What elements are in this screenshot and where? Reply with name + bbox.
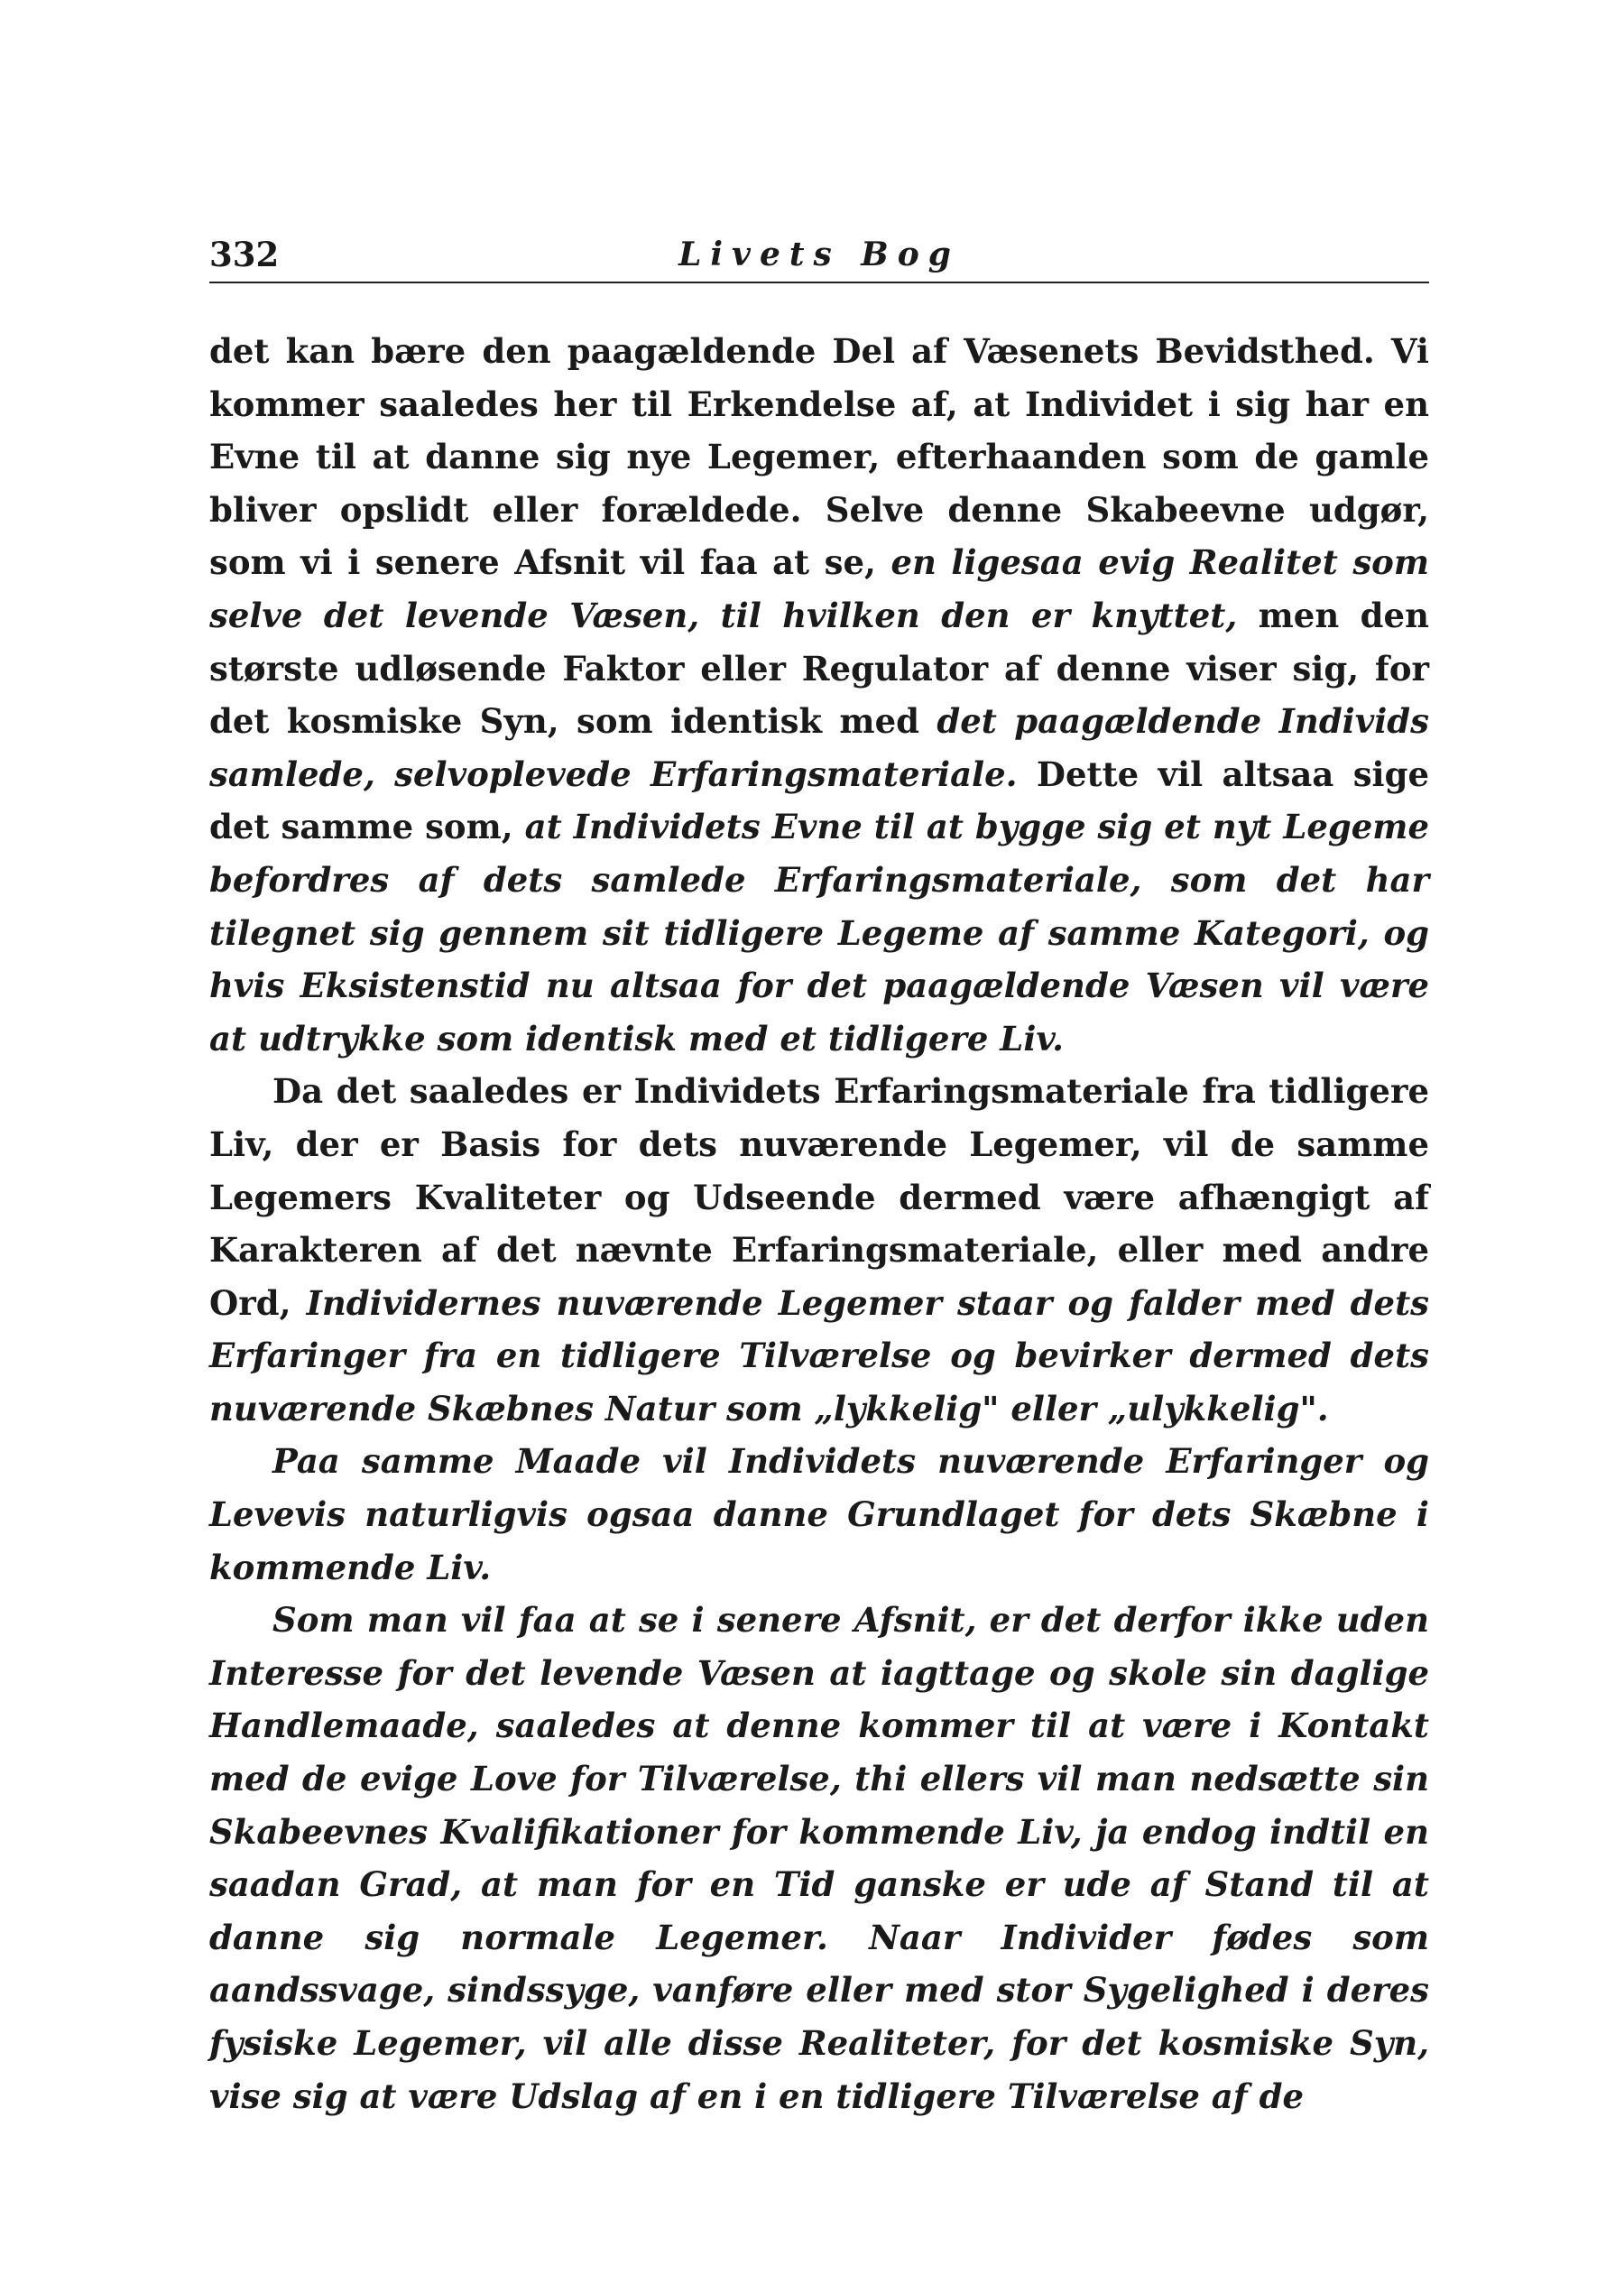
italic-run: det paagældende Individs samlede, selvoplevede Erfaringsmateriale. [209, 701, 1429, 794]
page-header [209, 227, 1429, 283]
paragraph-2 [209, 1065, 1429, 1435]
body-text [209, 325, 1429, 2122]
paragraph-4 [209, 1594, 1429, 2122]
running-title: Livets Bog [678, 236, 960, 273]
paragraph-3 [209, 1435, 1429, 1594]
text-run: Dette vil altsaa sige det samme som, [209, 754, 1430, 847]
text-run: men den største udløsende Faktor eller Regulator af denne viser sig, for det kosmiske Syn, som identisk med [209, 595, 1429, 742]
italic-run: en ligesaa evig Realitet som selve det levende Væsen, til hvilken den er knyttet, [209, 542, 1429, 635]
italic-run: at Individets Evne til at bygge sig et nyt Legeme befordres af dets samlede Erfaringsmateriale, som det har tilegnet sig gennem sit tidligere Legeme af samme Kategori, og hvis Eksistenstid nu altsaa for det paagældende Væsen vil være at udtrykke som identisk med et tidligere Liv. [209, 807, 1429, 1059]
italic-run: Paa samme Maade vil Individets nuværende Erfaringer og Levevis naturligvis ogsaa danne Grundlaget for dets Skæbne i kommende Liv. [209, 1441, 1429, 1587]
page-number: 332 [209, 235, 280, 274]
text-run: det kan bære den paagældende Del af Væsenets Bevidsthed. Vi kommer saaledes her til Erkendelse af, at Individet i sig har en Evne til at danne sig nye Legemer, efterhaanden som de gamle bliver opslidt eller forældede. Selve denne Skabeevne udgør, som vi i senere Afsnit vil faa at se, [209, 331, 1429, 583]
italic-run: Individernes nuværende Legemer staar og falder med dets Erfaringer fra en tidligere Tilværelse og bevirker dermed dets nuværende Skæbnes Natur som „lykkelig" eller „ulykkelig". [209, 1282, 1430, 1429]
text-run: Da det saaledes er Individets Erfaringsmateriale fra tidligere Liv, der er Basis for dets nuværende Legemer, vil de samme Legemers Kvaliteter og Udseende dermed være afhængigt af Karakteren af det nævnte Erfaringsmateriale, eller med andre Ord, [209, 1071, 1429, 1323]
paragraph-1 [209, 325, 1429, 1065]
italic-run: Som man vil faa at se i senere Afsnit, er det derfor ikke uden Interesse for det levende Væsen at iagttage og skole sin daglige Handlemaade, saaledes at denne kommer til at være i Kontakt med de evige Love for Tilværelse, thi ellers vil man nedsætte sin Skabeevnes Kvalifikationer for kommende Liv, ja endog indtil en saadan Grad, at man for en Tid ganske er ude af Stand til at danne sig normale Legemer. Naar Individer fødes som aandssvage, sindssyge, vanføre eller med stor Sygelighed i deres fysiske Legemer, vil alle disse Realiteter, for det kosmiske Syn, vise sig at være Udslag af en i en tidligere Tilværelse af de [209, 1600, 1429, 2116]
